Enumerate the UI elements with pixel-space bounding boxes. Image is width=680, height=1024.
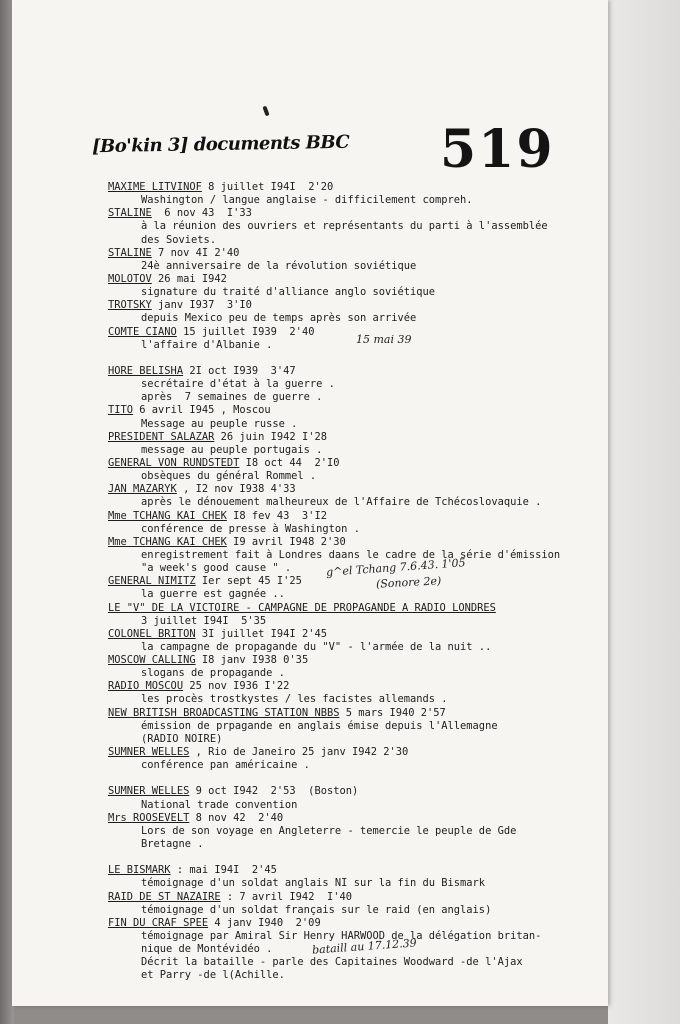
entry-date-duration: : mai I94I 2'45 (170, 864, 277, 877)
entry-date-duration: Ier sept 45 I'25 (195, 575, 302, 588)
blank-line (108, 352, 593, 365)
entry-speaker: LE BISMARK (108, 864, 171, 877)
entry-title-line (108, 891, 593, 904)
entry-speaker: COLONEL BRITON (108, 627, 196, 640)
entry-speaker: SUMNER WELLES (108, 746, 190, 759)
entry-date-duration: 5 mars I940 2'57 (339, 706, 446, 719)
entry-title-line (108, 917, 593, 930)
entry-title-line (108, 299, 593, 312)
entry-title-line (108, 510, 593, 523)
entry-description: l'affaire d'Albanie . (141, 338, 273, 351)
entry-description: Lors de son voyage en Angleterre - temercie le peuple de Gde (141, 824, 517, 837)
entry-description: (RADIO NOIRE) (141, 732, 223, 745)
entry-title-line (108, 365, 593, 378)
entry-speaker: Mme TCHANG KAI CHEK (108, 535, 227, 548)
entry-description: message au peuple portugais . (141, 443, 323, 456)
section-heading (108, 602, 593, 615)
entry-description: Message au peuple russe . (141, 417, 298, 430)
entry-date-duration: janv I937 3'I0 (151, 299, 252, 312)
entry-date-duration: 3I juillet I94I 2'45 (195, 627, 327, 640)
entry-date-duration: 8 juillet I94I 2'20 (201, 181, 334, 193)
entry-date-duration: 9 oct I942 2'53 (Boston) (189, 785, 359, 798)
entry-date-duration: I8 oct 44 2'I0 (239, 456, 340, 469)
entry-speaker: RADIO MOSCOU (108, 680, 184, 693)
entry-title-line (108, 654, 593, 667)
entry-description: les procès trostkystes / les facistes allemands . (141, 693, 448, 706)
blank-line (108, 772, 593, 785)
entry-title-line (108, 181, 593, 194)
entry-description: la campagne de propagande du "V" - l'armée de la nuit .. (141, 640, 492, 653)
entry-date-duration: 2I oct I939 3'47 (183, 364, 296, 377)
entry-date-duration: 15 juillet I939 2'40 (176, 325, 315, 338)
entry-speaker: RAID DE ST NAZAIRE (108, 890, 221, 903)
entry-speaker: GENERAL NIMITZ (108, 575, 196, 588)
entry-speaker: COMTE CIANO (108, 325, 177, 338)
entry-speaker: MOLOTOV (108, 272, 152, 285)
entry-description: témoignage par Amiral Sir Henry HARWOOD de la délégation britan- (141, 930, 542, 943)
entry-description: Bretagne . (141, 838, 204, 851)
entry-description: des Soviets. (141, 233, 217, 246)
entry-description: à la réunion des ouvriers et représentants du parti à l'assemblée (141, 220, 548, 233)
entry-description: 24è anniversaire de la révolution soviétique (141, 259, 417, 272)
entry-date-duration: 6 nov 43 I'33 (151, 207, 252, 220)
entry-title-line (108, 483, 593, 496)
blank-line (108, 851, 593, 864)
entry-description: 3 juillet I94I 5'35 (141, 614, 267, 627)
entry-speaker: FIN DU CRAF SPEE (108, 916, 209, 929)
handwritten-note-bismarck: bataill au 17.12.39 (311, 936, 418, 957)
entry-speaker: SUMNER WELLES (108, 785, 190, 798)
entry-title-line (108, 247, 593, 260)
entry-date-duration: I8 fev 43 3'I2 (226, 509, 327, 522)
entry-speaker: STALINE (108, 246, 152, 259)
handwritten-heading: [Bo'kin 3] documents BBC (91, 131, 350, 158)
entry-speaker: Mrs ROOSEVELT (108, 811, 190, 824)
section-heading-text: LE "V" DE LA VICTOIRE - CAMPAGNE DE PROPAGANDE A RADIO LONDRES (108, 601, 496, 614)
entry-description: témoignage d'un soldat anglais NI sur la fin du Bismark (141, 877, 486, 890)
entry-title-line (108, 326, 593, 339)
entry-date-duration: 26 juin I942 I'28 (214, 430, 327, 443)
entry-date-duration: 25 nov I936 I'22 (183, 680, 290, 693)
entry-description: obsèques du général Rommel . (141, 470, 317, 483)
entry-date-duration: , Rio de Janeiro 25 janv I942 2'30 (189, 746, 409, 759)
entry-date-duration: 26 mai I942 (151, 272, 227, 285)
entry-description: nique de Montévidéo . (141, 943, 273, 956)
entry-description: signature du traité d'alliance anglo soviétique (141, 286, 436, 299)
entry-title-line (108, 536, 593, 549)
entry-speaker: HORE BELISHA (108, 364, 184, 377)
entry-date-duration: : 7 avril I942 I'40 (220, 890, 352, 903)
entry-title-line (108, 207, 593, 220)
entry-title-line (108, 707, 593, 720)
entry-title-line (108, 404, 593, 417)
entry-date-duration: 8 nov 42 2'40 (189, 811, 284, 824)
entry-description: Washington / langue anglaise - difficilement compreh. (141, 194, 473, 207)
entry-title-line (108, 746, 593, 759)
entry-date-duration: 7 nov 4I 2'40 (151, 246, 240, 259)
handwritten-note-sonore: (Sonore 2e) (375, 574, 442, 591)
entry-title-line (108, 680, 593, 693)
entry-description: secrétaire d'état à la guerre . (141, 378, 335, 391)
entry-speaker: JAN MAZARYK (108, 483, 177, 496)
entry-description: après le dénouement malheureux de l'Affaire de Tchécoslovaquie . (141, 496, 542, 509)
entry-description: et Parry -de l(Achille. (141, 969, 285, 982)
entry-speaker: GENERAL VON RUNDSTEDT (108, 456, 240, 469)
entry-title-line (108, 574, 593, 591)
entry-date-duration: 6 avril I945 , Moscou (133, 404, 271, 417)
entry-speaker: STALINE (108, 207, 152, 220)
entry-speaker: TROTSKY (108, 299, 152, 312)
handwritten-note-ciano: 15 mai 39 (356, 333, 412, 346)
entry-description: la guerre est gagnée .. (141, 588, 285, 601)
entry-description: depuis Mexico peu de temps après son arrivée (141, 312, 417, 325)
entry-description: Décrit la bataille - parle des Capitaines Woodward -de l'Ajax (141, 956, 523, 969)
entry-description: enregistrement fait à Londres daans le cadre de la série d'émission (141, 548, 561, 561)
entry-title-line (108, 785, 593, 798)
entry-speaker: MAXIME LITVINOF (108, 181, 202, 193)
entry-speaker: TITO (108, 404, 134, 417)
entry-description: "a week's good cause " . (141, 562, 292, 575)
entry-speaker: MOSCOW CALLING (108, 654, 196, 667)
entry-title-line (108, 864, 593, 877)
entry-description: émission de prpagande en anglais émise depuis l'Allemagne (141, 719, 498, 732)
handwritten-note-tchang: g^el Tchang 7.6.43. 1'05 (325, 556, 466, 579)
entry-description: témoignage d'un soldat français sur le raid (en anglais) (141, 903, 492, 916)
recording-list (108, 181, 593, 983)
entry-date-duration: 4 janv I940 2'09 (208, 916, 321, 929)
entry-description: National trade convention (141, 798, 298, 811)
entry-title-line (108, 431, 593, 444)
entry-description: conférence pan américaine . (141, 759, 310, 772)
entry-date-duration: , I2 nov I938 4'33 (176, 483, 296, 496)
entry-description: après 7 semaines de guerre . (141, 391, 323, 404)
desk-background-right (608, 0, 680, 1024)
entry-speaker: Mme TCHANG KAI CHEK (108, 509, 227, 522)
entry-title-line (108, 273, 593, 286)
entry-date-duration: I9 avril I948 2'30 (226, 535, 346, 548)
entry-title-line (108, 457, 593, 470)
entry-title-line (108, 812, 593, 825)
entry-speaker: NEW BRITISH BROADCASTING STATION NBBS (108, 706, 340, 719)
entry-speaker: PRESIDENT SALAZAR (108, 430, 215, 443)
entry-description: conférence de presse à Washington . (141, 522, 360, 535)
entry-date-duration: I8 janv I938 0'35 (195, 654, 309, 667)
document-number: 519 (440, 119, 555, 180)
entry-title-line (108, 628, 593, 641)
entry-description: slogans de propagande . (141, 667, 285, 680)
